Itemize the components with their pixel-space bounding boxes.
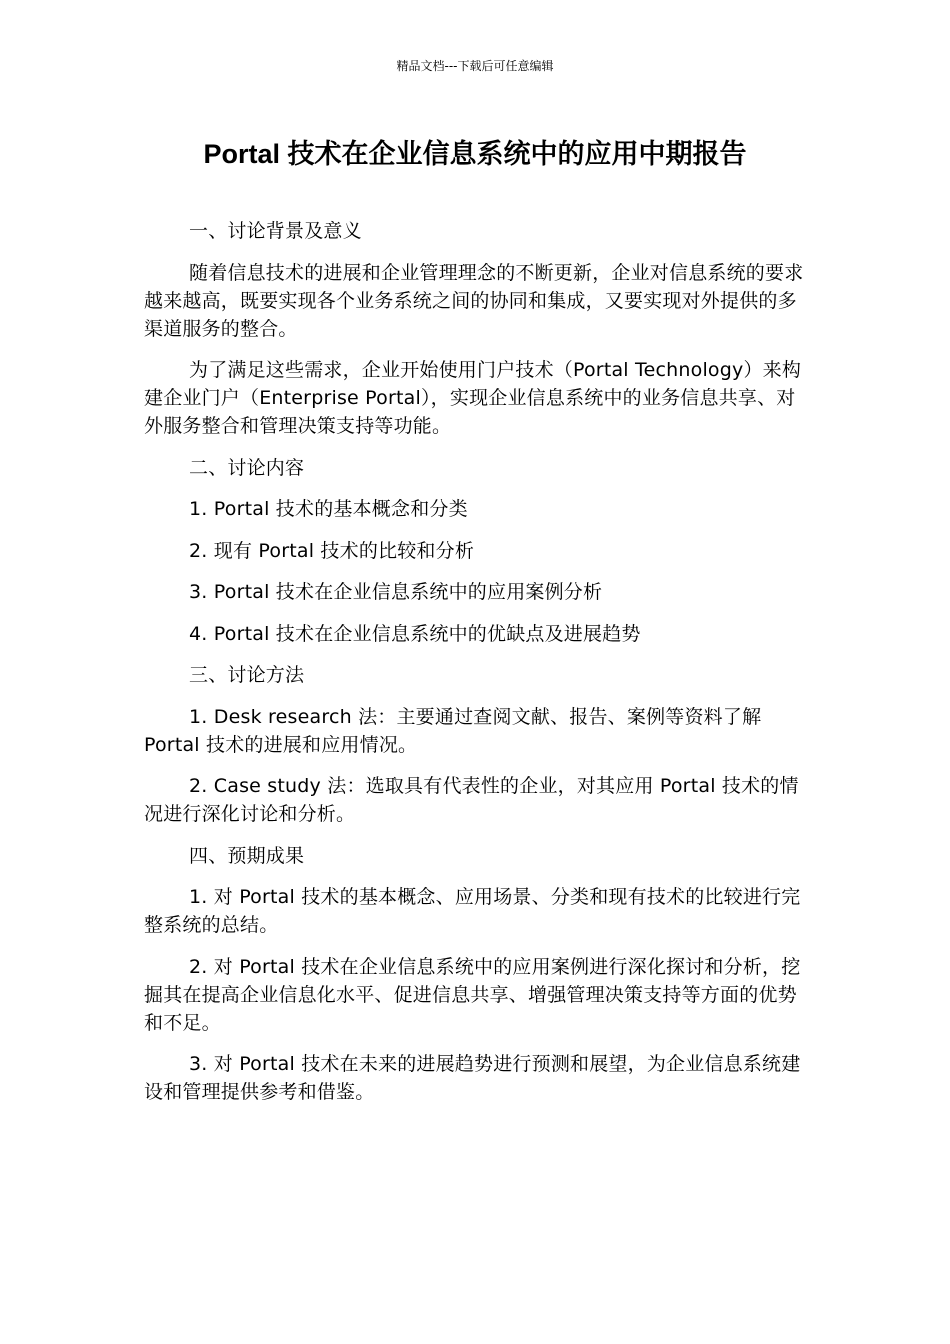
document-title: Portal 技术在企业信息系统中的应用中期报告 (203, 139, 747, 169)
list-item-content-1: 1. Portal 技术的基本概念和分类 (189, 498, 468, 520)
list-item-content-2: 2. 现有 Portal 技术的比较和分析 (189, 539, 475, 562)
list-item-content-3: 3. Portal 技术在企业信息系统中的应用案例分析 (189, 581, 603, 603)
section-heading-methods: 三、讨论方法 (189, 664, 305, 686)
list-item-outcome-1: 1. 对 Portal 技术的基本概念、应用场景、分类和现有技术的比较进行完整系统的总结。 (144, 886, 801, 936)
section-heading-outcomes: 四、预期成果 (189, 844, 305, 867)
list-item-outcome-3: 3. 对 Portal 技术在未来的进展趋势进行预测和展望，为企业信息系统建设和管理提供参考和借鉴。 (144, 1053, 801, 1103)
list-item-content-4: 4. Portal 技术在企业信息系统中的优缺点及进展趋势 (189, 622, 641, 645)
section-heading-content: 二、讨论内容 (189, 456, 305, 479)
paragraph-portal-technology: 为了满足这些需求，企业开始使用门户技术（Portal Technology）来构建企业门户（Enterprise Portal），实现企业信息系统中的业务信息共享、对外服务整合和管理决策支持等功能。 (144, 359, 802, 437)
section-heading-background: 一、讨论背景及意义 (189, 220, 362, 242)
list-item-method-1: 1. Desk research 法：主要通过查阅文献、报告、案例等资料了解 Portal 技术的进展和应用情况。 (144, 705, 762, 756)
paragraph-background: 随着信息技术的进展和企业管理理念的不断更新，企业对信息系统的要求越来越高，既要实现各个业务系统之间的协同和集成，又要实现对外提供的多渠道服务的整合。 (144, 261, 804, 340)
header-note: 精品文档---下载后可任意编辑 (396, 59, 554, 73)
document-body (144, 217, 810, 1120)
list-item-method-2: 2. Case study 法：选取具有代表性的企业，对其应用 Portal 技术的情况进行深化讨论和分析。 (144, 775, 799, 825)
list-item-outcome-2: 2. 对 Portal 技术在企业信息系统中的应用案例进行深化探讨和分析，挖掘其在提高企业信息化水平、促进信息共享、增强管理决策支持等方面的优势和不足。 (144, 955, 801, 1034)
